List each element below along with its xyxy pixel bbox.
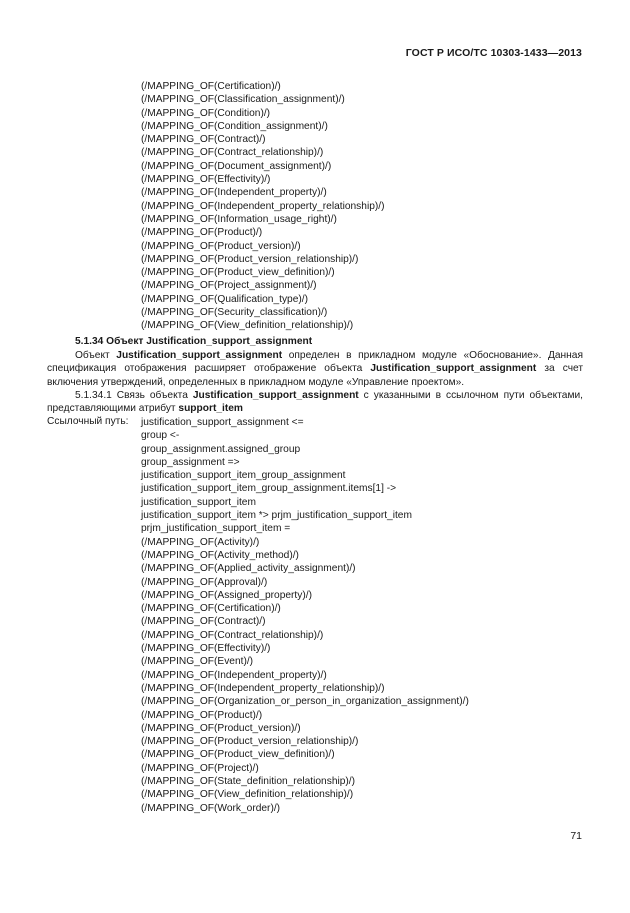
reference-path-line: (/MAPPING_OF(Certification)/) [141,603,281,615]
p1-entity-1: Justification_support_assignment [116,350,283,361]
mapping-line: (/MAPPING_OF(View_definition_relationship)/) [141,320,354,332]
mapping-line: (/MAPPING_OF(Contract_relationship)/) [141,147,324,159]
reference-path-line: group <- [141,430,180,442]
reference-path-list [141,416,469,815]
reference-path-line: justification_support_item_group_assignment.items[1] -> [141,483,397,495]
reference-path-line: group_assignment => [141,456,240,468]
paragraph-definition [47,349,583,389]
section-title: 5.1.34 Объект Justification_support_assignment [75,336,313,347]
reference-path-line: (/MAPPING_OF(Independent_property_relationship)/) [141,682,385,694]
reference-path-line: (/MAPPING_OF(Activity_method)/) [141,549,299,561]
p1-text-3: за счет включения утверждений, определенных в прикладном модуле «Управление проектом». [47,363,584,388]
reference-path-line: (/MAPPING_OF(Organization_or_person_in_organization_assignment)/) [141,696,469,708]
mapping-line: (/MAPPING_OF(Independent_property)/) [141,187,327,199]
p1-entity-2: Justification_support_assignment [370,363,537,375]
p1-text-1: Объект [75,350,117,361]
reference-path-line: (/MAPPING_OF(Project)/) [141,762,259,774]
paragraph-relation [47,389,583,416]
mapping-line: (/MAPPING_OF(Classification_assignment)/) [141,94,345,106]
mapping-line: (/MAPPING_OF(Condition)/) [141,107,271,119]
mapping-line: (/MAPPING_OF(Project_assignment)/) [141,280,317,292]
reference-path-line: (/MAPPING_OF(Work_order)/) [141,802,281,814]
mapping-line: (/MAPPING_OF(Product_version)/) [141,240,301,252]
reference-path-line: (/MAPPING_OF(Event)/) [141,656,254,668]
mapping-line: (/MAPPING_OF(Product_version_relationship)/) [141,253,359,265]
p2-text-1: 5.1.34.1 Связь объекта [75,390,193,401]
mapping-line: (/MAPPING_OF(Effectivity)/) [141,174,271,186]
p2-entity-1: Justification_support_assignment [192,390,359,401]
mapping-line: (/MAPPING_OF(Condition_assignment)/) [141,120,328,132]
mapping-line: (/MAPPING_OF(Product)/) [141,227,263,239]
page-number: 71 [570,830,582,842]
mapping-line: (/MAPPING_OF(Independent_property_relationship)/) [141,200,385,212]
mapping-line: (/MAPPING_OF(Security_classification)/) [141,307,328,319]
reference-path-line: (/MAPPING_OF(Activity)/) [141,536,260,548]
reference-path-line: (/MAPPING_OF(Applied_activity_assignment)/) [141,563,356,575]
reference-path-line: (/MAPPING_OF(Assigned_property)/) [141,589,312,601]
mapping-line: (/MAPPING_OF(Qualification_type)/) [141,293,309,305]
mapping-list-top [141,80,385,333]
p2-text-2: с указанными в ссылочном пути объектами, представляющими атрибут [47,390,583,415]
reference-path-line: (/MAPPING_OF(View_definition_relationship)/) [141,789,354,801]
reference-path-line: (/MAPPING_OF(Independent_property)/) [141,669,327,681]
reference-path-line: (/MAPPING_OF(Contract_relationship)/) [141,629,324,641]
document-header: ГОСТ Р ИСО/ТС 10303-1433—2013 [405,47,582,59]
reference-path-line: prjm_justification_support_item = [141,523,291,535]
reference-path-line: (/MAPPING_OF(State_definition_relationship)/) [141,776,356,788]
p2-attribute: support_item [178,403,243,415]
mapping-line: (/MAPPING_OF(Product_view_definition)/) [141,267,335,279]
reference-path-line: (/MAPPING_OF(Contract)/) [141,616,266,628]
reference-path-line: (/MAPPING_OF(Product_view_definition)/) [141,749,335,761]
reference-path-line: (/MAPPING_OF(Approval)/) [141,576,268,588]
reference-path-line: group_assignment.assigned_group [141,443,301,455]
reference-path-line: justification_support_item [141,496,256,508]
reference-path-line: justification_support_assignment <= [141,417,304,428]
reference-path-label: Ссылочный путь: [47,416,129,427]
reference-path-line: (/MAPPING_OF(Product_version)/) [141,722,301,734]
mapping-line: (/MAPPING_OF(Document_assignment)/) [141,160,332,172]
reference-path-line: justification_support_item *> prjm_justification_support_item [141,510,412,522]
reference-path-line: justification_support_item_group_assignment [141,470,346,482]
mapping-line: (/MAPPING_OF(Information_usage_right)/) [141,213,337,225]
reference-path-line: (/MAPPING_OF(Product)/) [141,709,263,721]
mapping-line: (/MAPPING_OF(Certification)/) [141,81,281,92]
p1-text-2: определен в прикладном модуле «Обоснование». Данная спецификация отображения расширяет отображение объекта [47,350,583,375]
reference-path-line: (/MAPPING_OF(Product_version_relationship)/) [141,736,359,748]
reference-path-line: (/MAPPING_OF(Effectivity)/) [141,643,271,655]
mapping-line: (/MAPPING_OF(Contract)/) [141,134,266,146]
